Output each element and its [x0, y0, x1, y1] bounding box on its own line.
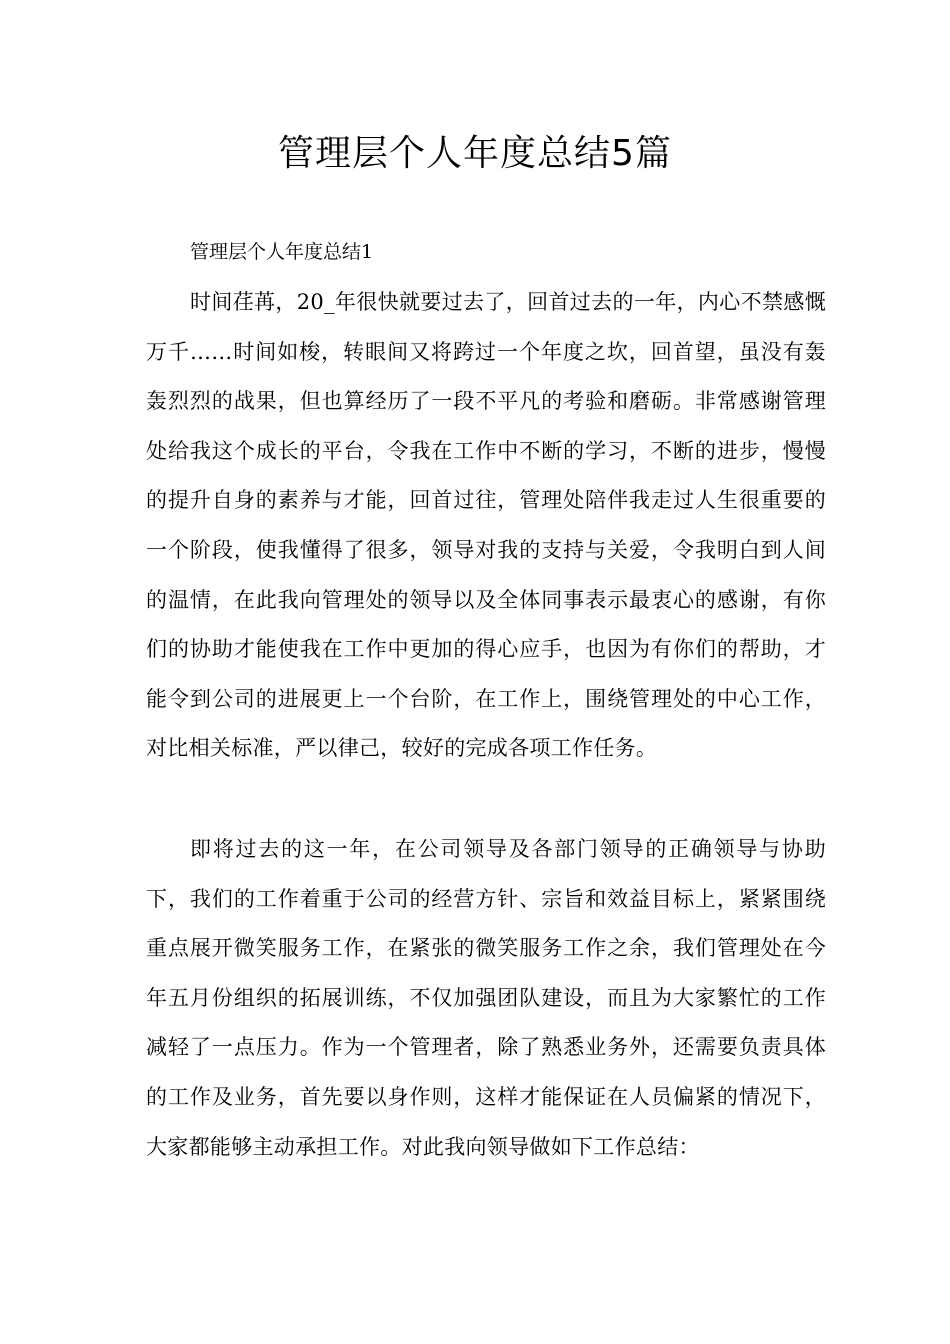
body-paragraph-1: 时间荏苒，20_年很快就要过去了，回首过去的一年，内心不禁感慨万千……时间如梭，转眼间又将跨过一个年度之坎，回首望，虽没有轰轰烈烈的战果，但也算经历了一段不平凡的考验和磨砺。非常感谢管理处给我这个成长的平台，令我在工作中不断的学习，不断的进步，慢慢的提升自身的素养与才能，回首过往，管理处陪伴我走过人生很重要的一个阶段，使我懂得了很多，领导对我的支持与关爱，令我明白到人间的温情，在此我向管理处的领导以及全体同事表示最衷心的感谢，有你们的协助才能使我在工作中更加的得心应手，也因为有你们的帮助，才能令到公司的进展更上一个台阶，在工作上，围绕管理处的中心工作，对比相关标准，严以律己，较好的完成各项工作任务。 — [146, 290, 826, 761]
section-heading: 管理层个人年度总结1 — [190, 241, 374, 263]
document-title: 管理层个人年度总结5篇 — [278, 133, 672, 174]
body-paragraph-2: 即将过去的这一年，在公司领导及各部门领导的正确领导与协助下，我们的工作着重于公司的经营方针、宗旨和效益目标上，紧紧围绕重点展开微笑服务工作，在紧张的微笑服务工作之余，我们管理处在今年五月份组织的拓展训练，不仅加强团队建设，而且为大家繁忙的工作减轻了一点压力。作为一个管理者，除了熟悉业务外，还需要负责具体的工作及业务，首先要以身作则，这样才能保证在人员偏紧的情况下，大家都能够主动承担工作。对此我向领导做如下工作总结： — [146, 837, 826, 1159]
